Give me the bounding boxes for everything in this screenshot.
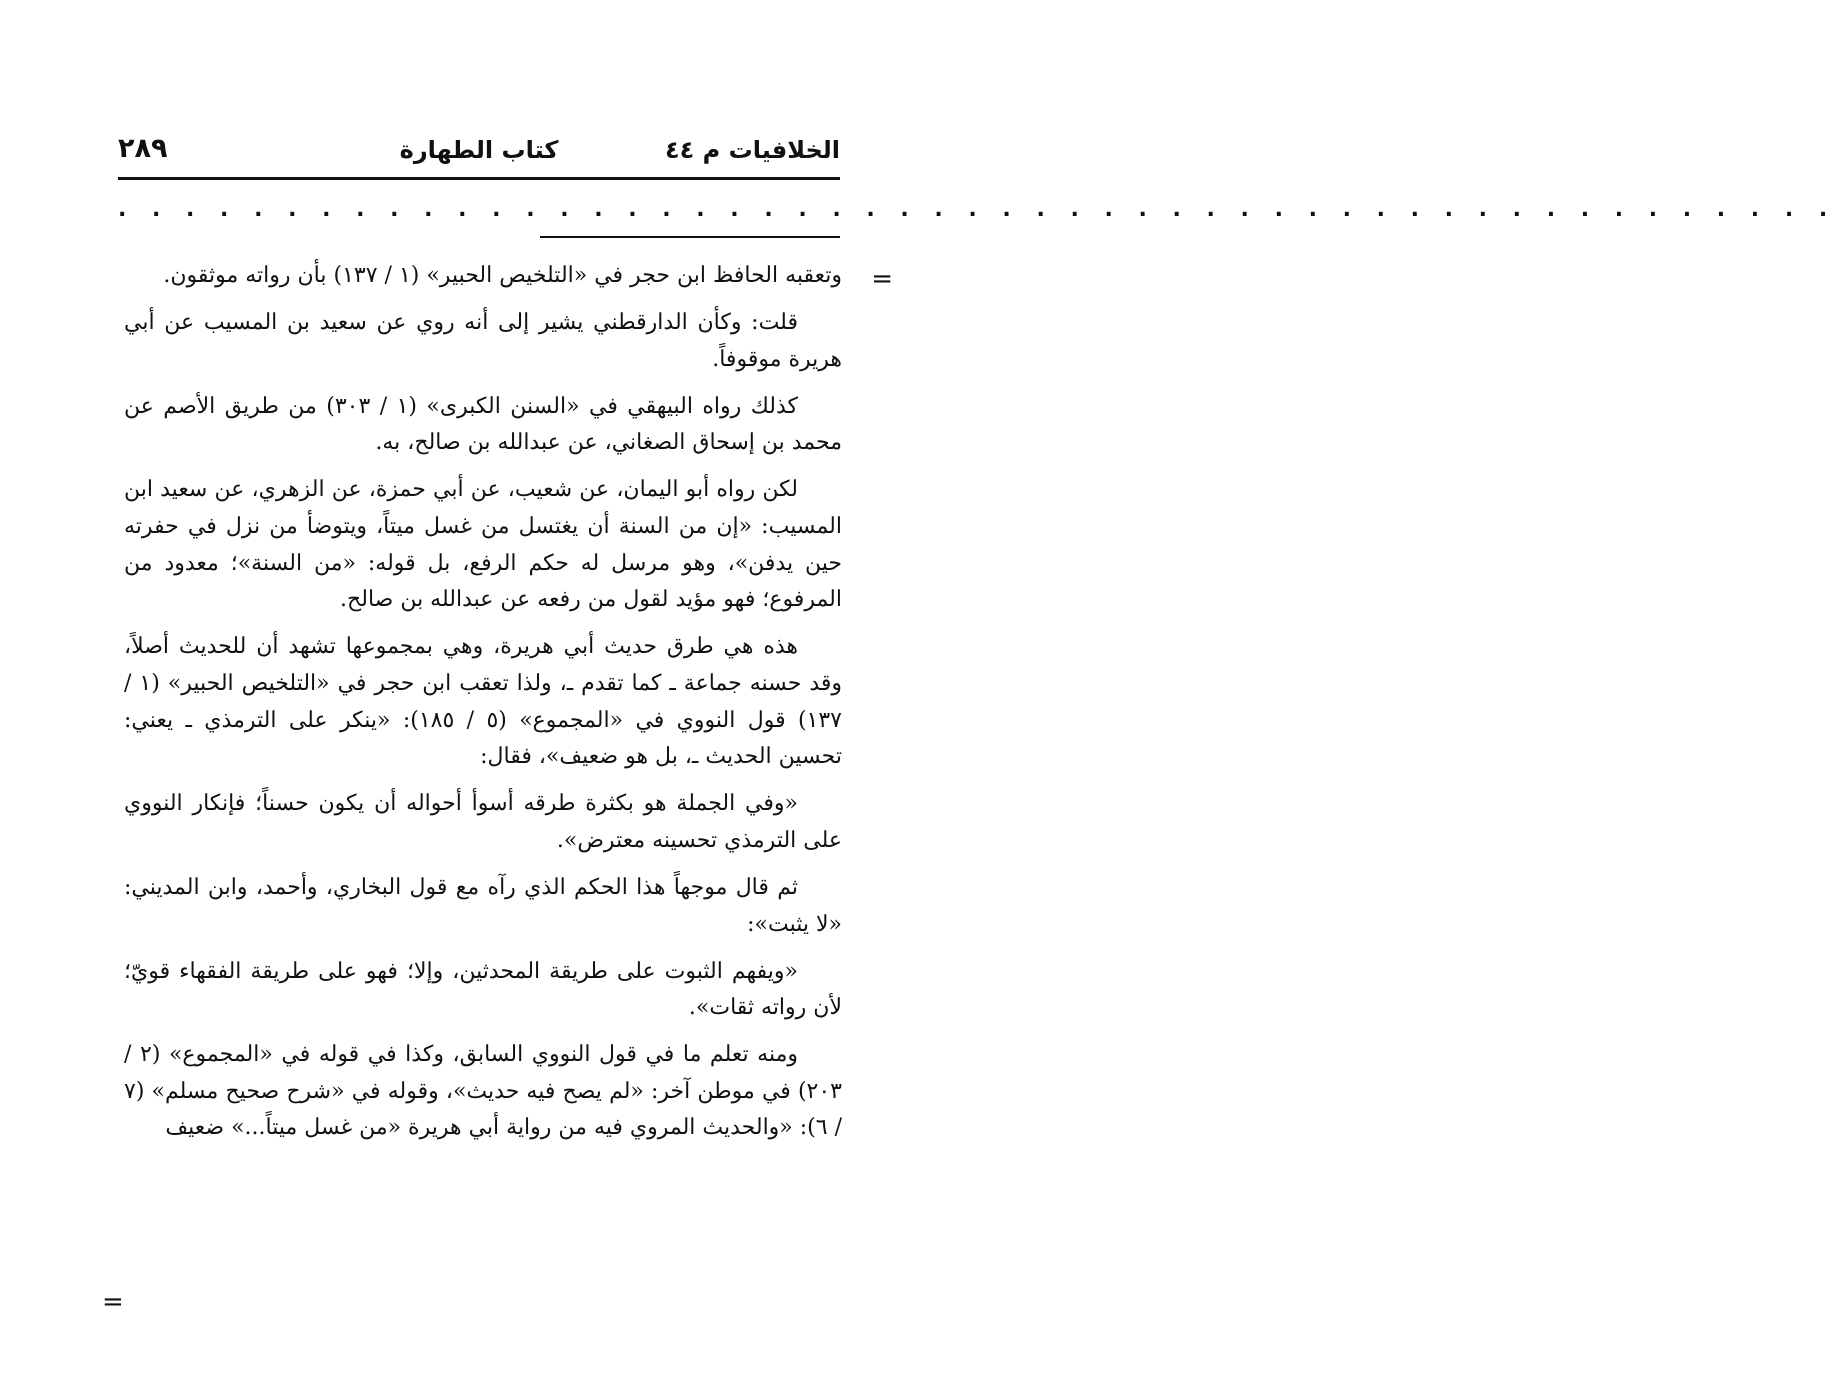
running-head-chapter: كتاب الطهارة xyxy=(399,136,559,164)
paragraph-9: ومنه تعلم ما في قول النووي السابق، وكذا في قوله في «المجموع» (٢ / ٢٠٣) في موطن آخر: «لم يصح فيه حديث»، وقوله في «شرح صحيح مسلم» (٧ / ٦): «والحديث المروي فيه من رواية أبي هريرة «من غسل ميتاً...» ضعيف xyxy=(124,1042,842,1141)
paragraph-4: لكن رواه أبو اليمان، عن شعيب، عن أبي حمزة، عن الزهري، عن سعيد ابن المسيب: «إن من السنة أن يغتسل من غسل ميتاً، ويتوضأ من نزل في حفرته حين يدفن»، وهو مرسل له حكم الرفع، بل قوله: «من السنة»؛ معدود من المرفوع؛ فهو مؤيد لقول من رفعه عن عبدالله بن صالح. xyxy=(124,477,842,613)
continuation-mark-top: = xyxy=(871,264,893,294)
paragraph-6: «وفي الجملة هو بكثرة طرقه أسوأ أحواله أن يكون حسناً؛ فإنكار النووي على الترمذي تحسينه معترض». xyxy=(124,791,842,853)
paragraph-5: هذه هي طرق حديث أبي هريرة، وهي بمجموعها تشهد أن للحديث أصلاً، وقد حسنه جماعة ـ كما تقدم ـ، ولذا تعقب ابن حجر في «التلخيص الحبير» (١ / ١٣٧) قول النووي في «المجموع» (٥ / ١٨٥): «ينكر على الترمذي ـ يعني: تحسين الحديث ـ، بل هو ضعيف»، فقال: xyxy=(124,634,843,770)
paragraph-3: كذلك رواه البيهقي في «السنن الكبرى» (١ / ٣٠٣) من طريق الأصم عن محمد بن إسحاق الصغاني، عن عبدالله بن صالح، به. xyxy=(124,393,842,456)
paragraph-1: وتعقبه الحافظ ابن حجر في «التلخيص الحبير» (١ / ١٣٧) بأن رواته موثقون. xyxy=(163,263,842,288)
paragraph-2: قلت: وكأن الدارقطني يشير إلى أنه روي عن سعيد بن المسيب عن أبي هريرة موقوفاً. xyxy=(124,310,842,372)
paragraph-8: «ويفهم الثبوت على طريقة المحدثين، وإلا؛ فهو على طريقة الفقهاء قويّ؛ لأن رواته ثقات». xyxy=(124,958,842,1021)
continuation-mark-bottom: = xyxy=(102,1287,124,1317)
dotted-separator: . . . . . . . . . . . . . . . . . . . . . . . . . . . . . . . . . . . . . . . . . . . . . . . . . . . xyxy=(118,197,1836,222)
running-head-book: الخلافيات م ٤٤ xyxy=(665,136,840,164)
header-rule xyxy=(118,177,840,180)
page-header xyxy=(118,128,840,172)
footnote-body xyxy=(124,258,842,1158)
paragraph-7: ثم قال موجهاً هذا الحكم الذي رآه مع قول البخاري، وأحمد، وابن المديني: «لا يثبت»: xyxy=(124,874,842,937)
footnote-rule xyxy=(540,236,840,238)
page-number: ٢٨٩ xyxy=(118,133,168,164)
